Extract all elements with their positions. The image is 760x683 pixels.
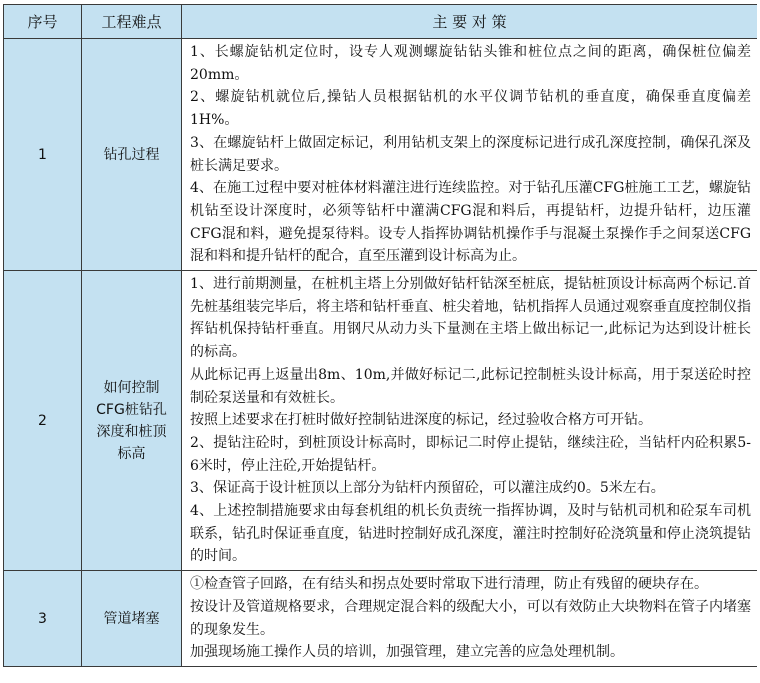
row-measures: [182, 271, 758, 571]
document-page: [3, 0, 757, 683]
row-difficulty: 如何控制CFG桩钻孔深度和桩顶标高: [82, 271, 182, 571]
measure-paragraph: 4、上述控制措施要求由每套机组的机长负责统一指挥协调，及时与钻机司机和砼泵车司机联系，钻孔时保证垂直度，钻进时控制好成孔深度，灌注时控制好砼浇筑量和停止浇筑提钻的时间。: [190, 503, 751, 565]
measure-paragraph: 按设计及管道规格要求，合理规定混合料的级配大小，可以有效防止大块物料在管子内堵塞的现象发生。: [190, 598, 751, 638]
row-difficulty: 钻孔过程: [82, 39, 182, 271]
measure-paragraph: 按照上述要求在打桩时做好控制钻进深度的标记，经过验收合格方可开钻。: [190, 412, 652, 429]
measure-paragraph: 4、在施工过程中要对桩体材料灌注进行连续监控。对于钻孔压灌CFG桩施工工艺，螺旋钻机钻至设计深度时，必须等钻杆中灌满CFG混和料后，再提钻杆，边提升钻杆，边压灌CFG混和料，避免提泵待料。设专人指挥协调钻机操作手与混凝土泵操作手之间泵送CFG混和料和提升钻杆的配合，直至压灌到设计标高为止。: [190, 180, 751, 265]
measure-paragraph: 1、进行前期测量，在桩机主塔上分别做好钻杆钻深至桩底，提钻桩顶设计标高两个标记.首先桩基组装完毕后，将主塔和钻杆垂直、桩尖着地，钻机指挥人员通过观察垂直度控制仪指挥钻机保持钻杆垂直。用钢尺从动力头下量测在主塔上做出标记一,此标记为达到设计桩长的标高。: [190, 276, 751, 361]
measure-paragraph: 1、长螺旋钻机定位时，设专人观测螺旋钻钻头锥和桩位点之间的距离，确保桩位偏差20mm。: [190, 44, 751, 83]
row-difficulty: 管道堵塞: [82, 571, 182, 667]
row-index: 2: [4, 271, 82, 571]
table-row: [4, 271, 758, 571]
measure-paragraph: 从此标记再上返量出8m、10m,并做好标记二,此标记控制桩头设计标高，用于泵送砼时控制砼泵送量和有效桩长。: [190, 366, 751, 406]
header-measures: 主 要 对 策: [182, 5, 758, 39]
table-row: [4, 571, 758, 667]
measure-paragraph: 3、保证高于设计桩顶以上部分为钻杆内预留砼，可以灌注成约0。5米左右。: [190, 480, 665, 497]
measure-paragraph: ①检查管子回路，在有结头和拐点处要时常取下进行清理，防止有残留的硬块存在。: [190, 576, 708, 593]
row-measures: [182, 39, 758, 271]
measure-paragraph: 2、提钻注砼时，到桩顶设计标高时，即标记二时停止提钻，继续注砼，当钻杆内砼积累5-6米时，停止注砼,开始提钻杆。: [190, 434, 751, 474]
countermeasure-table: [3, 4, 757, 667]
table-row: [4, 39, 758, 271]
table-header-row: [4, 5, 758, 39]
row-index: 1: [4, 39, 82, 271]
measure-paragraph: 3、在螺旋钻杆上做固定标记，利用钻机支架上的深度标记进行成孔深度控制，确保孔深及桩长满足要求。: [190, 134, 751, 174]
measure-paragraph: 加强现场施工操作人员的培训，加强管理，建立完善的应急处理机制。: [190, 644, 624, 661]
row-measures: [182, 571, 758, 667]
row-index: 3: [4, 571, 82, 667]
measure-paragraph: 2、螺旋钻机就位后,操钻人员根据钻机的水平仪调节钻机的垂直度，确保垂直度偏差1H%。: [190, 89, 751, 129]
header-index: 序号: [4, 5, 82, 39]
header-difficulty: 工程难点: [82, 5, 182, 39]
